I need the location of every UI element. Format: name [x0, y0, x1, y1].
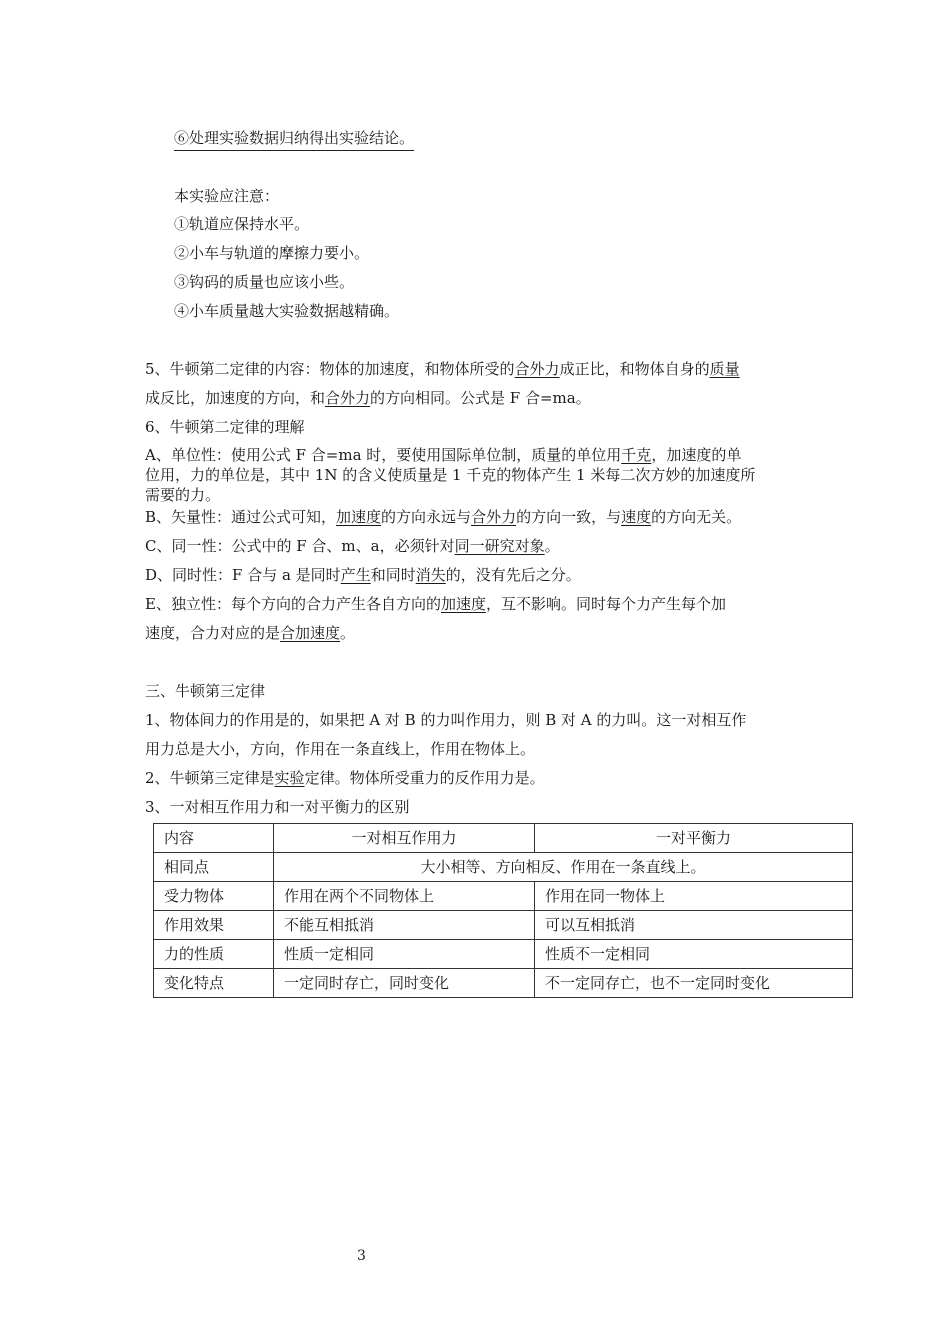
text: 的方向永远与	[381, 508, 472, 526]
table-cell: 性质一定相同	[274, 940, 535, 969]
law3-title: 三、牛顿第三定律	[145, 682, 266, 700]
note-item: ④小车质量越大实验数据越精确。	[174, 302, 400, 320]
text: C、同一性：公式中的 F 合、m、a，必须针对	[145, 537, 455, 555]
text: 。	[544, 537, 560, 555]
law3-p2	[145, 768, 545, 788]
blank-answer: 合加速度	[280, 624, 341, 642]
blank-answer: 产生	[340, 566, 371, 584]
text: 的方向无关。	[651, 508, 742, 526]
blank-answer: 实验	[274, 769, 305, 787]
law3-p3: 3、一对相互作用力和一对平衡力的区别	[145, 798, 410, 816]
blank-answer: 同一研究对象	[454, 537, 545, 555]
law2-content-line1	[145, 359, 740, 379]
table-cell: 性质不一定相同	[535, 940, 853, 969]
table-cell: 作用在同一物体上	[535, 882, 853, 911]
text: A、单位性：使用公式 F 合=ma 时，要使用国际单位制，质量的单位用	[145, 446, 622, 464]
table-cell: 变化特点	[154, 969, 274, 998]
text: 成正比，和物体自身的	[559, 360, 710, 378]
law3-p1-line2: 用力总是大小，方向，作用在一条直线上，作用在物体上。	[145, 740, 536, 758]
table-row	[154, 911, 853, 940]
unit-line1	[145, 445, 741, 466]
step-6-text: ⑥处理实验数据归纳得出实验结论。	[174, 129, 414, 151]
table-cell: 作用效果	[154, 911, 274, 940]
text: 成反比，加速度的方向，和	[145, 389, 326, 407]
note-item: ①轨道应保持水平。	[174, 215, 310, 233]
blank-answer: 合外力	[514, 360, 560, 378]
table-cell: 力的性质	[154, 940, 274, 969]
unit-line2: 位用，力的单位是，其中 1N 的含义使质量是 1 千克的物体产生 1 米每二次方妙的加速度所	[145, 466, 756, 484]
table-header: 一对平衡力	[535, 824, 853, 853]
table-cell: 受力物体	[154, 882, 274, 911]
table-header-row	[154, 824, 853, 853]
law2-content-line2	[145, 388, 591, 408]
simultaneity-line	[145, 565, 581, 585]
text: 速度，合力对应的是	[145, 624, 281, 642]
table-cell: 可以互相抵消	[535, 911, 853, 940]
law3-p1-line1: 1、物体间力的作用是的，如果把 A 对 B 的力叫作用力，则 B 对 A 的力叫。这一对相互作	[145, 711, 747, 729]
table-row	[154, 853, 853, 882]
blank-answer: 合外力	[325, 389, 371, 407]
text: E、独立性：每个方向的合力产生各自方向的	[145, 595, 441, 613]
step-6	[174, 128, 414, 148]
table-row	[154, 969, 853, 998]
text: 的方向一致，与	[516, 508, 622, 526]
page-number: 3	[357, 1248, 366, 1264]
table-header: 一对相互作用力	[274, 824, 535, 853]
independence-line1	[145, 594, 726, 614]
comparison-table	[153, 823, 853, 998]
note-item: ③钩码的质量也应该小些。	[174, 273, 355, 291]
text: B、矢量性：通过公式可知，	[145, 508, 337, 526]
text: ，加速度的单	[651, 446, 742, 464]
unit-line3: 需要的力。	[145, 486, 221, 504]
blank-answer: 消失	[415, 566, 446, 584]
independence-line2	[145, 623, 355, 643]
text: 定律。物体所受重力的反作用力是。	[304, 769, 545, 787]
blank-answer: 千克	[621, 446, 652, 464]
understanding-title: 6、牛顿第二定律的理解	[145, 418, 305, 436]
table-cell: 作用在两个不同物体上	[274, 882, 535, 911]
blank-answer: 加速度	[336, 508, 382, 526]
identity-line	[145, 536, 560, 556]
table-cell: 大小相等、方向相反、作用在一条直线上。	[274, 853, 853, 882]
blank-answer: 速度	[621, 508, 652, 526]
blank-answer: 质量	[709, 360, 740, 378]
text: D、同时性：F 合与 a 是同时	[145, 566, 341, 584]
table-cell: 相同点	[154, 853, 274, 882]
text: ，互不影响。同时每个力产生每个加	[485, 595, 726, 613]
notes-title: 本实验应注意：	[174, 187, 280, 205]
text: 的方向相同。公式是 F 合=ma。	[370, 389, 591, 407]
text: 和同时	[370, 566, 416, 584]
text: 。	[340, 624, 356, 642]
vector-line	[145, 507, 741, 527]
table-row	[154, 940, 853, 969]
table-header: 内容	[154, 824, 274, 853]
table-cell: 不能互相抵消	[274, 911, 535, 940]
table-row	[154, 882, 853, 911]
text: 5、牛顿第二定律的内容：物体的加速度，和物体所受的	[145, 360, 515, 378]
text: 的，没有先后之分。	[445, 566, 581, 584]
blank-answer: 加速度	[440, 595, 486, 613]
table-cell: 一定同时存亡，同时变化	[274, 969, 535, 998]
blank-answer: 合外力	[471, 508, 517, 526]
text: 2、牛顿第三定律是	[145, 769, 275, 787]
note-item: ②小车与轨道的摩擦力要小。	[174, 244, 370, 262]
table-cell: 不一定同存亡，也不一定同时变化	[535, 969, 853, 998]
